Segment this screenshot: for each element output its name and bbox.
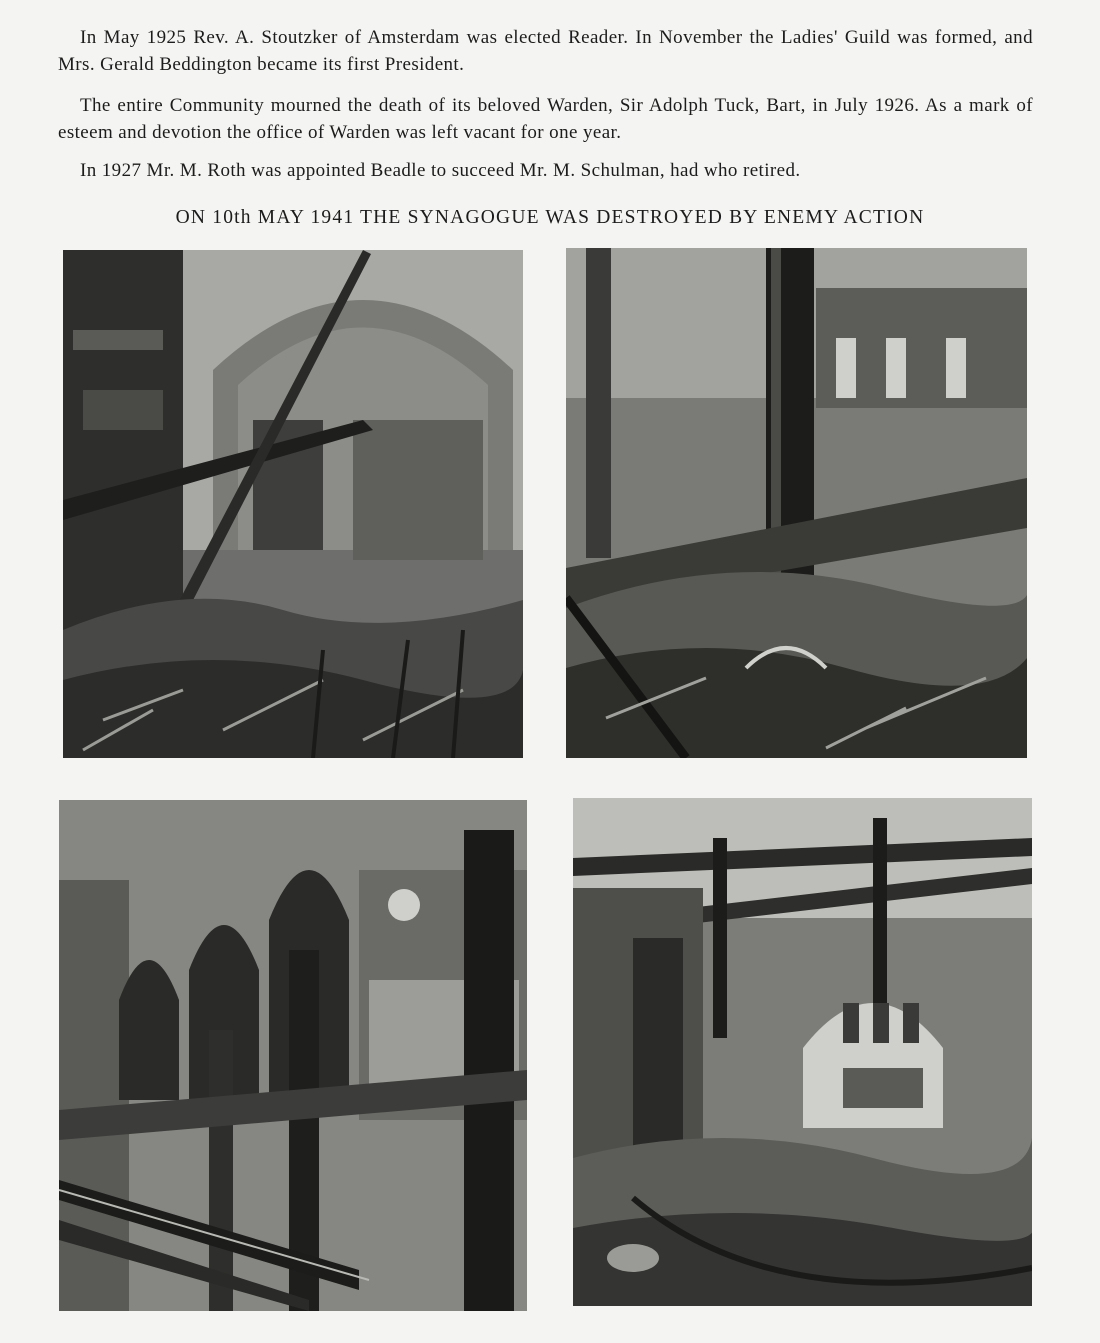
photo-ruined-interior-column bbox=[566, 248, 1027, 758]
photo-ruined-roof-girders bbox=[573, 798, 1032, 1306]
paragraph-1-text: In May 1925 Rev. A. Stoutzker of Amsterdam was elected Reader. In November the Ladies' Guild was formed, and Mrs. Gerald Beddington became its first President. bbox=[58, 27, 1033, 75]
paragraph-3-text: In 1927 Mr. M. Roth was appointed Beadle to succeed Mr. M. Schulman, had who retired. bbox=[80, 160, 801, 181]
paragraph-2-text: The entire Community mourned the death of its beloved Warden, Sir Adolph Tuck, Bart, in July 1926. As a mark of esteem and devotion the office of Warden was left vacant for one year. bbox=[58, 95, 1033, 143]
paragraph-3 bbox=[58, 157, 1033, 184]
photo-ruined-interior-arch bbox=[63, 250, 523, 758]
section-heading: ON 10th MAY 1941 THE SYNAGOGUE WAS DESTROYED BY ENEMY ACTION bbox=[175, 207, 925, 228]
paragraph-2 bbox=[58, 92, 1033, 146]
paragraph-1 bbox=[58, 24, 1033, 78]
photo-ruined-arcade bbox=[59, 800, 527, 1311]
